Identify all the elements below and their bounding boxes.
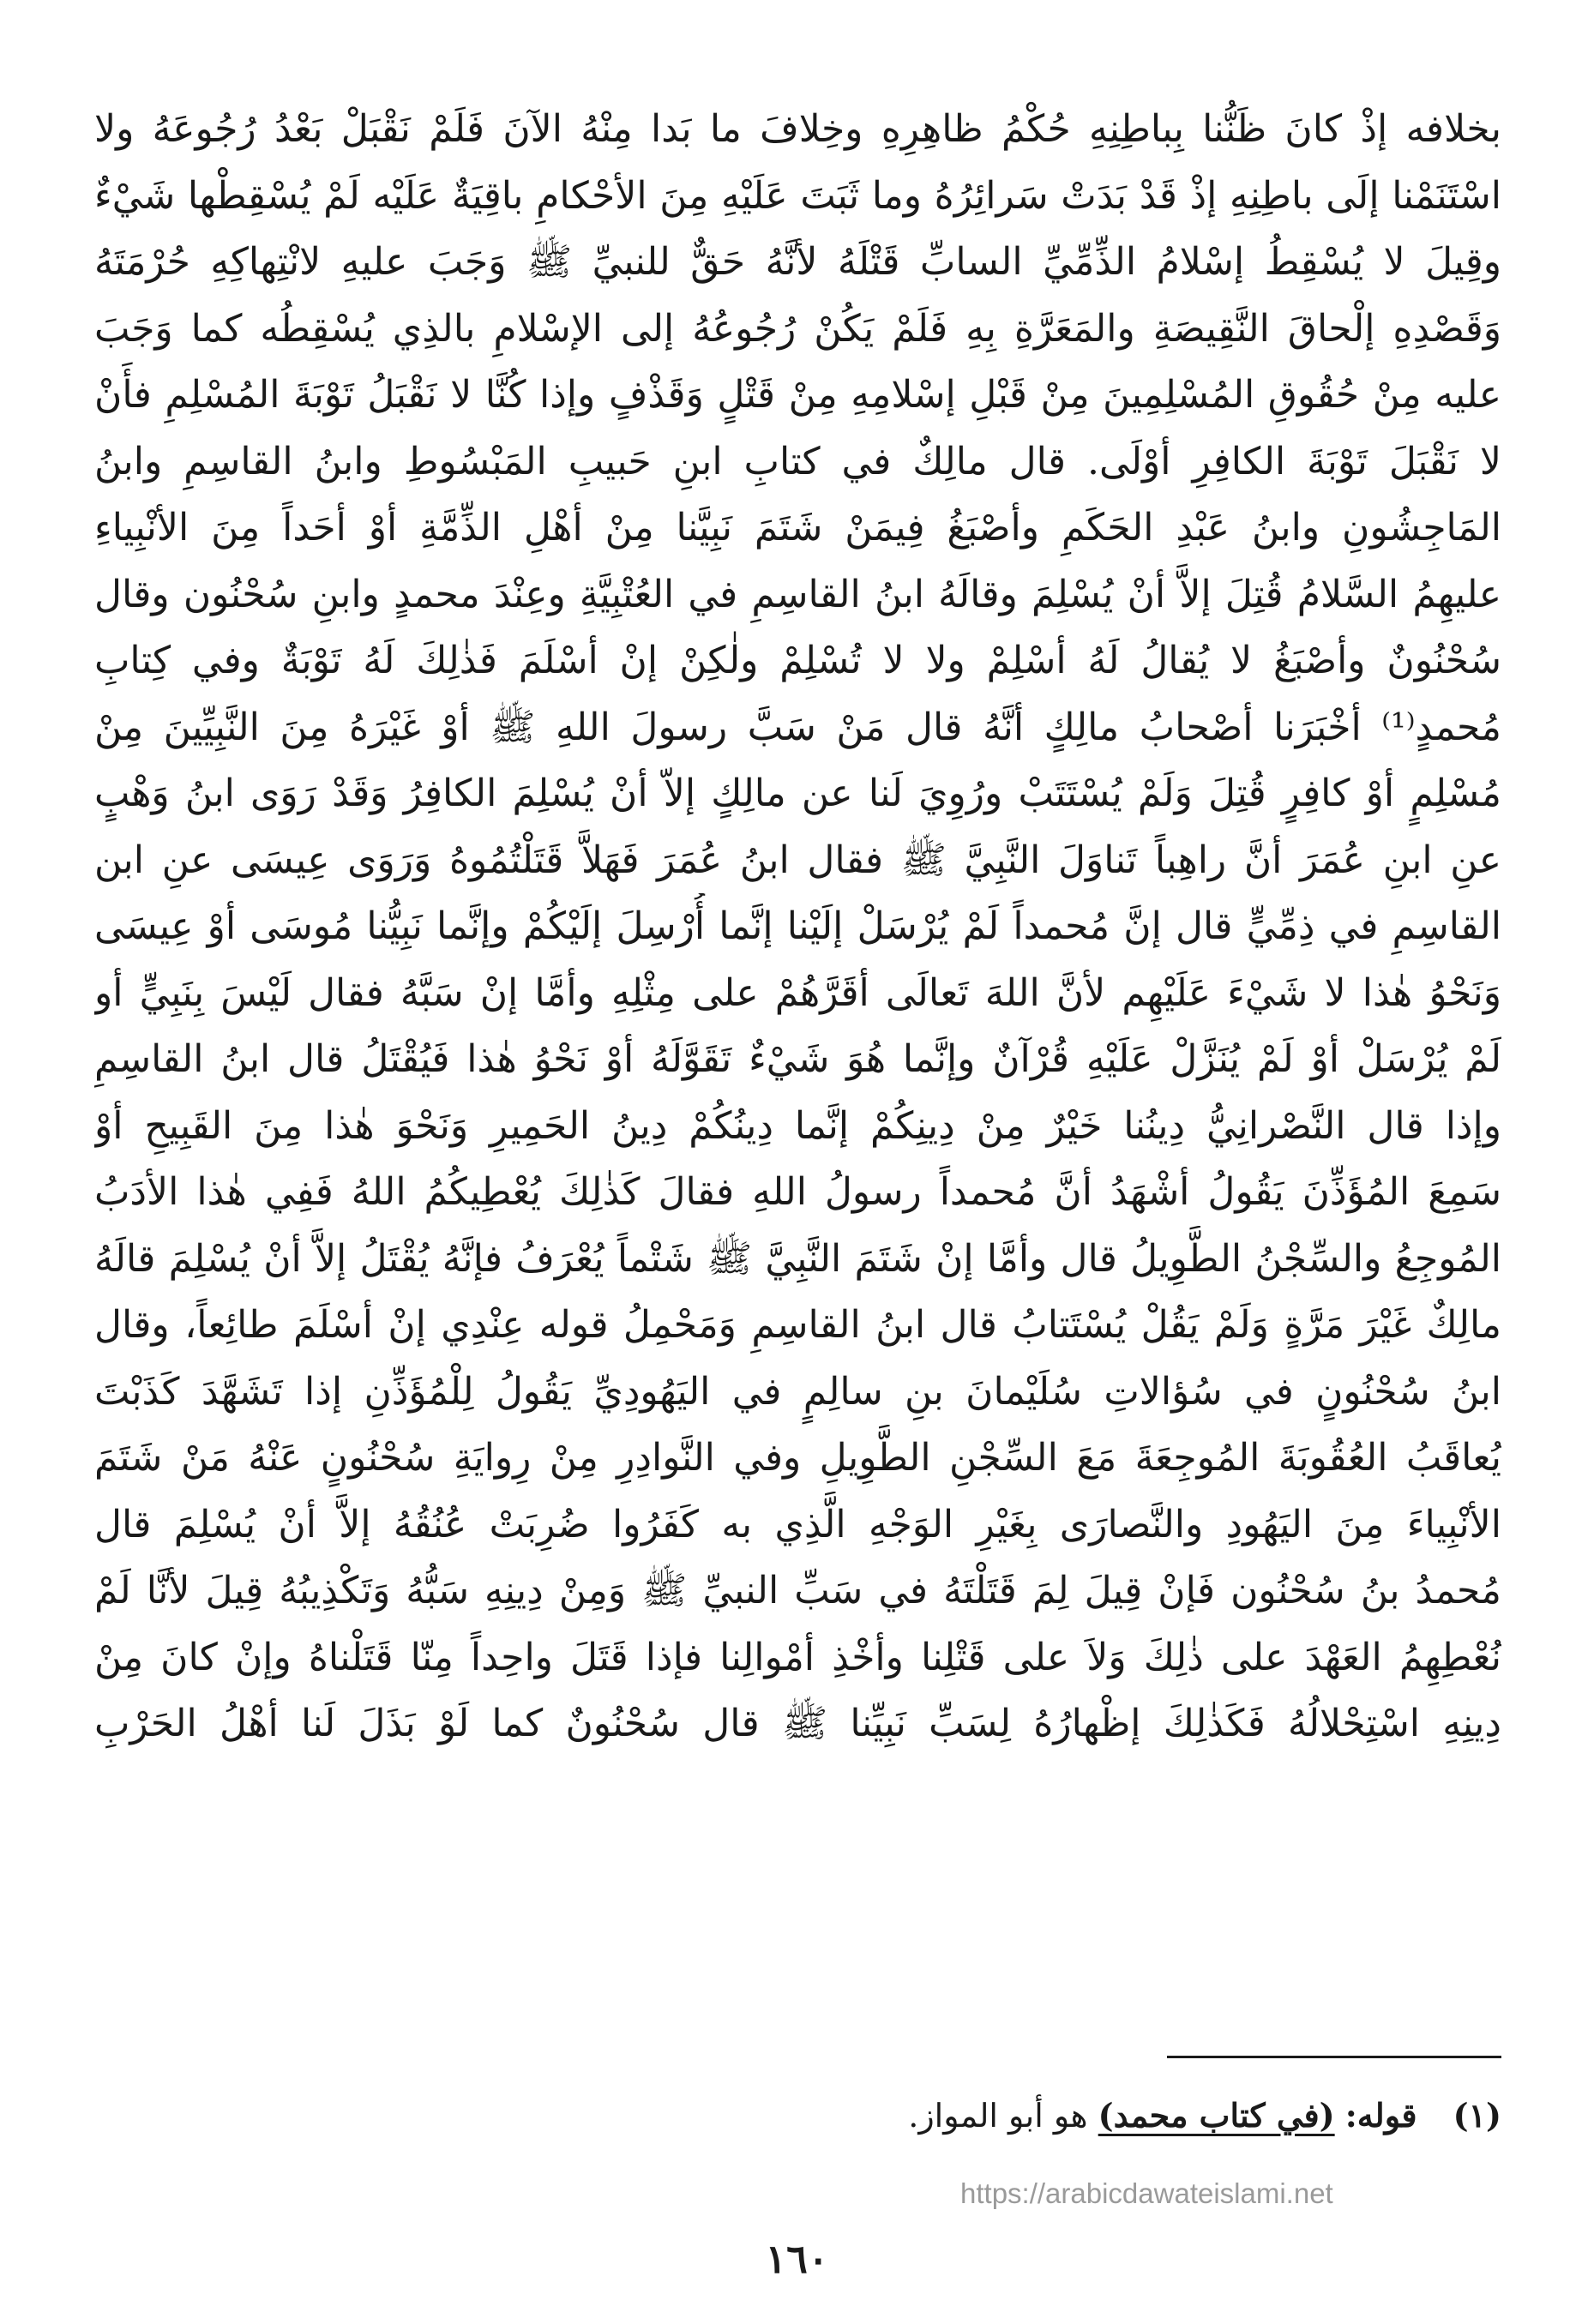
text-line: الأنْبِياءَ مِنَ اليَهُودِ والنَّصارَى بِغَيْرِ الوَجْهِ الَّذِي به كَفَرُوا ضُرِبَتْ عُنُقُهُ إلاَّ أنْ يُسْلِمَ قال [94,1502,1501,1546]
text-line: مالِكٌ غَيْرَ مَرَّةٍ وَلَمْ يَقُلْ يُسْتَتابُ قال ابنُ القاسِمِ وَمَحْمِلُ قوله عِنْدِي إنْ أسْلَمَ طائِعاً، وقال [94,1303,1501,1347]
text-line: عليهِمُ السَّلامُ قُتِلَ إلاَّ أنْ يُسْلِمَ وقالَهُ ابنُ القاسِمِ في العُتْبِيَّةِ وعِنْدَ محمدٍ وابنِ سُحْنُون وقال [94,572,1501,616]
footnote-label: قوله: [1344,2096,1417,2135]
text-line: دِينِهِ اسْتِحْلالُهُ فَكَذٰلِكَ إظْهارُهُ لِسَبِّ نَبِيِّنا ﷺ قال سُحْنُونٌ كما لَوْ بَذَلَ لَنا أهْلُ الحَرْبِ [94,1702,1501,1745]
text-line: سَمِعَ المُؤَذِّنَ يَقُولُ أشْهَدُ أنَّ مُحمداً رسولُ اللهِ فقالَ كَذٰلِكَ يُعْطِيكُمُ اللهُ فَفِي هٰذا الأدَبُ [94,1170,1501,1214]
text-line: وَنَحْوُ هٰذا لا شَيْءَ عَلَيْهِم لأنَّ اللهَ تَعالَى أقَرَّهُمْ على مِثْلِهِ وأمَّا إنْ سَبَّهُ فقال لَيْسَ بِنَبِيٍّ أو [94,970,1501,1015]
footnote-book-title: (في كتاب محمد) [1098,2096,1335,2135]
text-line: سُحْنُونٌ وأصْبَغُ لا يُقالُ لَهُ أسْلِمْ ولا لا تُسْلِمْ ولٰكِنْ إنْ أسْلَمَ فَذٰلِكَ لَهُ تَوْبَةٌ وفي كِتابِ [94,639,1501,682]
text-line: عليه مِنْ حُقُوقِ المُسْلِمِينَ مِنْ قَبْلِ إسْلامِهِ مِنْ قَتْلٍ وَقَذْفٍ وإذا كُنَّا لا نَقْبَلُ تَوْبَةَ المُسْلِمِ فأَنْ [94,373,1501,417]
text-line: المُوجِعُ والسِّجْنُ الطَّوِيلُ قال وأمَّا إنْ شَتَمَ النَّبِيَّ ﷺ شَتْماً يُعْرَفُ فإنَّهُ يُقْتَلُ إلاَّ أنْ يُسْلِمَ قالَهُ [94,1236,1501,1281]
text-line: نُعْطِهِمُ العَهْدَ على ذٰلِكَ وَلاَ على قَتْلِنا وأخْذِ أمْوالِنا فإذا قَتَلَ واحِداً مِنّا قَتَلْناهُ وإنْ كانَ مِنْ [94,1635,1501,1679]
text-line: مُحمدٍ⁽¹⁾ أخْبَرَنا أصْحابُ مالِكٍ أنَّهُ قال مَنْ سَبَّ رسولَ اللهِ ﷺ أوْ غَيْرَهُ مِنَ النَّبِيِّينَ مِنْ [94,705,1501,749]
text-line: عنِ ابنِ عُمَرَ أنَّ راهِباً تَناوَلَ النَّبِيَّ ﷺ فقال ابنُ عُمَرَ فَهَلاَّ قَتَلْتُمُوهُ وَرَوَى عِيسَى عنِ ابن [94,838,1501,882]
text-line: مُحمدُ بنُ سُحْنُون فَإنْ قِيلَ لِمَ قَتَلْتَهُ في سَبِّ النبيِّ ﷺ وَمِنْ دِينِهِ سَبُّهُ وَتَكْذِيبُهُ قِيلَ لأنَّا لَمْ [94,1569,1501,1612]
footnote-number: (١) [1453,2096,1501,2135]
text-line: مُسْلِمٍ أوْ كافِرٍ قُتِلَ وَلَمْ يُسْتَتَبْ ورُوِيَ لَنا عن مالِكٍ إلاّ أنْ يُسْلِمَ الكافِرُ وَقَدْ رَوَى ابنُ وَهْبٍ [94,772,1501,815]
footnote-text: هو أبو المواز. [908,2097,1088,2135]
text-line: وقِيلَ لا يُسْقِطُ إسْلامُ الذِّمِّيِّ السابِّ قَتْلَهُ لأنَّهُ حَقٌّ للنبيِّ ﷺ وَجَبَ عليهِ لانْتِهاكِهِ حُرْمَتَهُ [94,240,1501,284]
page-number: ١٦٠ [765,2236,829,2282]
footnote-divider [1167,2056,1501,2058]
text-line: لَمْ يُرْسَلْ أوْ لَمْ يُنَزَّلْ عَلَيْهِ قُرْآنٌ وإنَّما هُوَ شَيْءٌ تَقَوَّلَهُ أوْ نَحْوُ هٰذا فَيُقْتَلُ قال ابنُ القاسِمِ [94,1037,1501,1081]
text-line: بخلافه إذْ كانَ ظَنُّنا بِباطِنِهِ حُكْمُ ظاهِرِهِ وخِلافَ ما بَدا مِنْهُ الآنَ فَلَمْ نَقْبَلْ بَعْدُ رُجُوعَهُ ولا [94,107,1501,151]
text-line: يُعاقَبُ العُقُوبَةَ المُوجِعَةَ مَعَ السِّجْنِ الطَّوِيلِ وفي النَّوادِرِ مِنْ رِوايَةِ سُحْنُونٍ عَنْهُ مَنْ شَتَمَ [94,1436,1501,1480]
text-line: المَاجِشُونِ وابنُ عَبْدِ الحَكَمِ وأصْبَغُ فِيمَنْ شَتَمَ نَبِيَّنا مِنْ أهْلِ الذِّمَّةِ أوْ أحَداً مِنَ الأنْبِياءِ [94,506,1501,549]
text-line: القاسِمِ في ذِمِّيٍّ قال إنَّ مُحمداً لَمْ يُرْسَلْ إلَيْنا إنَّما أُرْسِلَ إلَيْكُمْ وإنَّما نَبِيُّنا مُوسَى أوْ عِيسَى [94,904,1501,948]
text-line: وإذا قال النَّصْرانِيُّ دِينُنا خَيْرٌ مِنْ دِينِكُمْ إنَّما دِينُكُمْ دِينُ الحَمِيرِ وَنَحْوَ هٰذا مِنَ القَبِيحِ أوْ [94,1103,1501,1148]
main-text-block [94,96,1501,1757]
text-line: لا نَقْبَلَ تَوْبَةَ الكافِرِ أوْلَى. قال مالِكٌ في كتابِ ابنِ حَبيبِ المَبْسُوطِ وابنُ القاسِمِ وابنُ [94,439,1501,483]
watermark-url: https://arabicdawateislami.net [960,2177,1333,2209]
text-line: اسْتَنَمْنا إلَى باطِنِهِ إذْ قَدْ بَدَتْ سَرائِرُهُ وما ثَبَتَ عَلَيْهِ مِنَ الأحْكامِ باقِيَةٌ عَلَيْه لَمْ يُسْقِطْها شَيْءٌ [94,173,1501,218]
footnote [94,2090,1501,2141]
text-line: ابنُ سُحْنُونٍ في سُؤالاتِ سُلَيْمانَ بنِ سالِمٍ في اليَهُودِيِّ يَقُولُ لِلْمُؤَذِّنِ إذا تَشَهَّدَ كَذَبْتَ [94,1369,1501,1414]
text-line: وَقَصْدِهِ إلْحاقَ النَّقِيصَةِ والمَعَرَّةِ بِهِ فَلَمْ يَكُنْ رُجُوعُهُ إلى الإسْلامِ بالذِي يُسْقِطُه كما وَجَبَ [94,306,1501,351]
